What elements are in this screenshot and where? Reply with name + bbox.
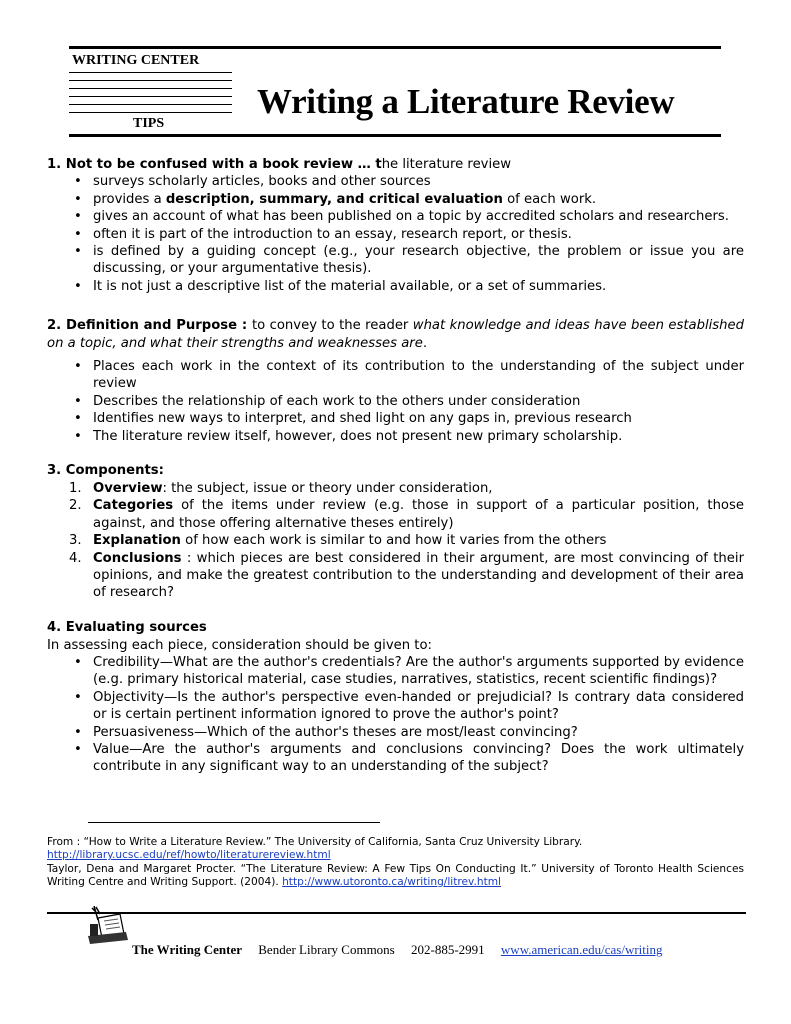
- list-item: [69, 550, 744, 602]
- document-body: [47, 156, 744, 793]
- footnotes: [47, 836, 744, 889]
- list-item: [69, 532, 744, 549]
- header-line: [69, 96, 232, 97]
- footer-url[interactable]: www.american.edu/cas/writing: [500, 942, 663, 957]
- footnote-2: [47, 863, 744, 890]
- header-line: [69, 80, 232, 81]
- text-run: Persuasiveness—Which of the author's theses are most/least convincing?: [93, 724, 578, 740]
- list-item: [93, 689, 744, 724]
- list-item: [93, 226, 744, 243]
- section-3: [47, 462, 744, 601]
- section-heading: [47, 317, 744, 352]
- footer-phone: 202-885-2991: [411, 942, 485, 957]
- footnote-link[interactable]: http://library.ucsc.edu/ref/howto/literaturereview.html: [47, 849, 331, 862]
- section-1: [47, 156, 744, 295]
- header-line: [69, 112, 232, 113]
- item-number: 4.: [69, 550, 82, 566]
- text-run: gives an account of what has been published on a topic by accredited scholars and researchers.: [93, 209, 729, 225]
- text-run: of how each work is similar to and how it varies from the others: [180, 533, 607, 549]
- header-kicker: WRITING CENTER: [72, 53, 200, 68]
- bullet-list: [47, 654, 744, 776]
- list-item: [93, 358, 744, 393]
- header-line: [69, 104, 232, 105]
- text-run: 3. Components:: [47, 463, 164, 479]
- header-bottom-rule: [69, 134, 721, 137]
- text-run: 2. Definition and Purpose :: [47, 318, 252, 334]
- text-run: of each work.: [502, 191, 597, 207]
- quill-book-icon: [84, 906, 130, 946]
- list-item: [93, 243, 744, 278]
- text-run: surveys scholarly articles, books and other sources: [93, 174, 431, 190]
- header-top-rule: [69, 46, 721, 49]
- section-heading: [47, 462, 744, 479]
- section-intro: [47, 637, 744, 654]
- list-item: [93, 428, 744, 445]
- section-heading: [47, 156, 744, 173]
- text-run: 1. Not to be confused with a book review … t: [47, 157, 382, 172]
- footer-location: Bender Library Commons: [258, 942, 395, 957]
- text-run: Objectivity—Is the author's perspective even-handed or prejudicial? Is contrary data considered or is certain pertinent information ignored to prove the author's point?: [93, 689, 744, 723]
- text-run: what knowledge and ideas have been established on a topic, and what their strengths and weaknesses are: [47, 318, 745, 351]
- text-run: is defined by a guiding concept (e.g., your research objective, the problem or issue you are discussing, or your argumentative thesis).: [93, 244, 744, 277]
- numbered-list: [47, 480, 744, 602]
- text-run: Places each work in the context of its contribution to the understanding of the subject under review: [93, 359, 744, 392]
- list-item: [93, 278, 744, 295]
- footnote-text: From : “How to Write a Literature Review.” The University of California, Santa Cruz University Library.: [47, 836, 583, 848]
- footer: [132, 942, 663, 958]
- footer-rule: [47, 912, 746, 914]
- text-run: Categories: [93, 498, 174, 514]
- list-item: [93, 208, 744, 225]
- text-run: Credibility—What are the author's credentials? Are the author's arguments supported by evidence (e.g. primary historical material, case studies, narratives, statistics, recent scientific findings)?: [93, 654, 744, 688]
- bullet-list: [47, 173, 744, 295]
- text-run: provides a: [93, 191, 166, 207]
- text-run: Overview: [93, 480, 163, 496]
- text-run: : the subject, issue or theory under consideration,: [162, 480, 493, 496]
- text-run: of the items under review (e.g. those in support of a particular position, those against, and those offering alternative theses entirely): [93, 498, 744, 531]
- text-run: Value—Are the author's arguments and conclusions convincing? Does the work ultimately contribute in any significant way to an understanding of the subject?: [93, 741, 744, 775]
- section-4: [47, 619, 744, 776]
- text-run: : which pieces are best considered in their argument, are most convincing of their opinions, and make the greatest contribution to the understanding and development of their area of research?: [93, 550, 744, 601]
- list-item: [93, 741, 744, 776]
- list-item: [93, 173, 744, 190]
- list-item: [93, 410, 744, 427]
- text-run: to convey to the reader: [251, 318, 413, 334]
- text-run: .: [422, 335, 428, 351]
- list-item: [93, 393, 744, 410]
- text-run: he literature review: [381, 157, 512, 172]
- footnote-link[interactable]: http://www.utoronto.ca/writing/litrev.html: [282, 875, 501, 888]
- bullet-list: [47, 358, 744, 445]
- text-run: often it is part of the introduction to an essay, research report, or thesis.: [93, 226, 572, 242]
- item-number: 3.: [69, 533, 82, 549]
- list-item: [69, 497, 744, 532]
- list-item: [93, 724, 744, 741]
- text-run: It is not just a descriptive list of the material available, or a set of summaries.: [93, 278, 607, 294]
- footer-name: The Writing Center: [132, 942, 243, 957]
- footnote-1: [47, 836, 744, 863]
- list-item: [69, 480, 744, 497]
- text-run: Describes the relationship of each work to the others under consideration: [93, 393, 581, 409]
- section-2: [47, 317, 744, 445]
- section-heading: [47, 619, 744, 636]
- page-title: Writing a Literature Review: [257, 82, 675, 121]
- header-line: [69, 88, 232, 89]
- text-run: Identifies new ways to interpret, and shed light on any gaps in, previous research: [93, 411, 632, 427]
- header-line: [69, 72, 232, 73]
- footnote-text: Taylor, Dena and Margaret Procter. “The Literature Review: A Few Tips On Conducting It.” University of Toronto Health Sciences Writing Centre and Writing Support. (2004).: [47, 862, 744, 888]
- text-run: Conclusions: [93, 550, 182, 566]
- text-run: description, summary, and critical evaluation: [165, 191, 503, 207]
- text-run: 4. Evaluating sources: [47, 620, 207, 636]
- list-item: [93, 654, 744, 689]
- list-item: [93, 191, 744, 208]
- header-tips: TIPS: [133, 116, 165, 131]
- text-run: The literature review itself, however, does not present new primary scholarship.: [93, 428, 623, 444]
- item-number: 1.: [69, 480, 82, 496]
- text-run: In assessing each piece, consideration should be given to:: [47, 637, 432, 653]
- text-run: Explanation: [93, 533, 181, 549]
- footnote-separator: [88, 822, 380, 823]
- item-number: 2.: [69, 498, 82, 514]
